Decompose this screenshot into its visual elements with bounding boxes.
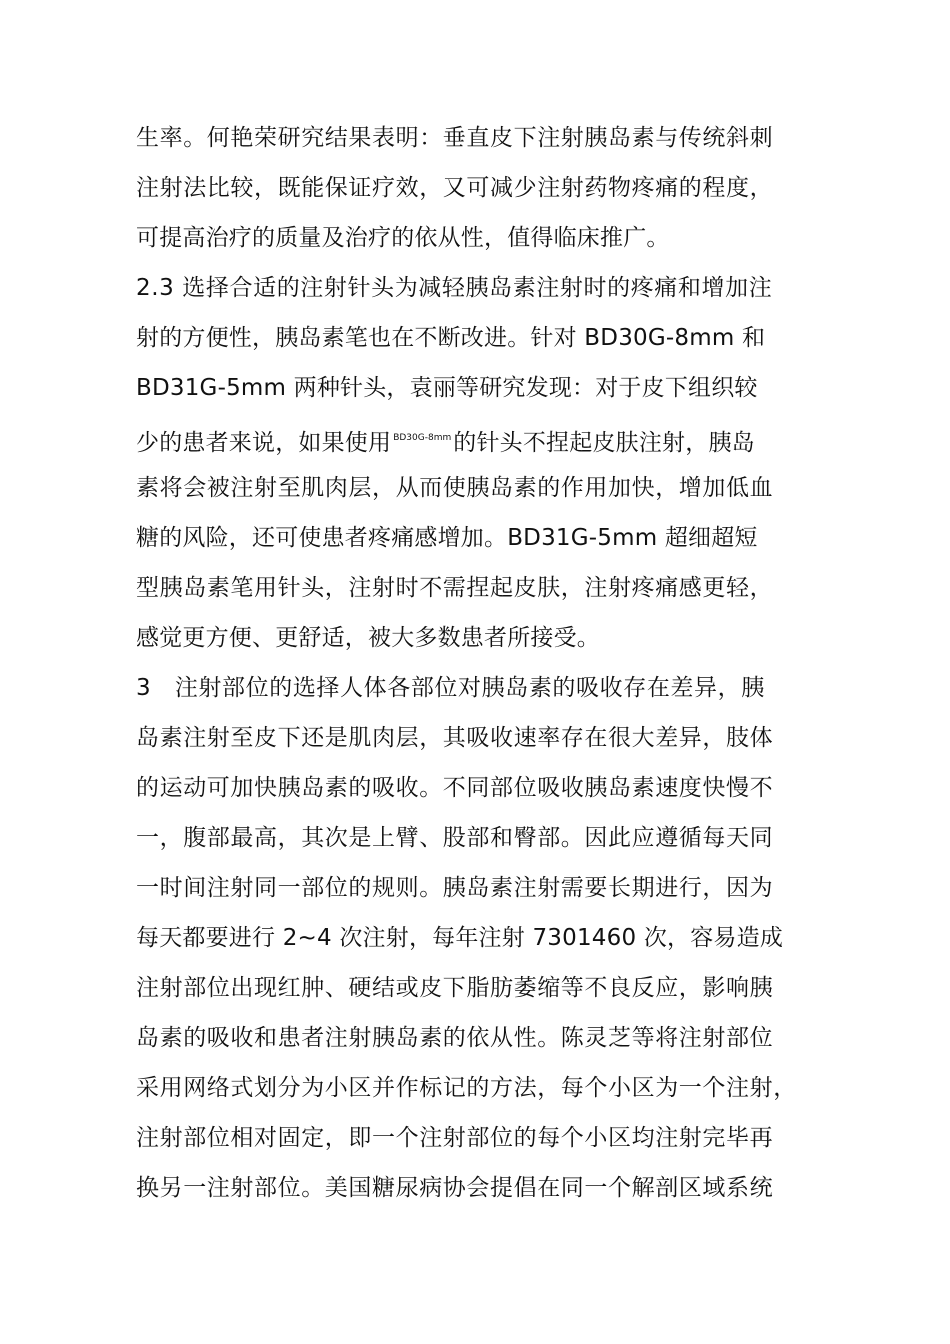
text-line-5: 射的方便性，胰岛素笔也在不断改进。针对 BD30G-8mm 和: [136, 325, 766, 351]
text-line-14: 的运动可加快胰岛素的吸收。不同部位吸收胰岛素速度快慢不: [136, 775, 774, 801]
text-line-3: 可提高治疗的质量及治疗的依从性，值得临床推广。: [136, 225, 670, 251]
text-line-10: 型胰岛素笔用针头，注射时不需捏起皮肤，注射疼痛感更轻，: [136, 575, 774, 601]
text-line-15: 一，腹部最高，其次是上臂、股部和臀部。因此应遵循每天同: [136, 825, 774, 851]
text-line-19: 岛素的吸收和患者注射胰岛素的依从性。陈灵芝等将注射部位: [136, 1025, 774, 1051]
small-annotation: BD30G-8mm: [393, 433, 452, 443]
text-line-9: 糖的风险，还可使患者疼痛感增加。BD31G-5mm 超细超短: [136, 525, 758, 551]
text-line-4: 2.3 选择合适的注射针头为减轻胰岛素注射时的疼痛和增加注: [136, 275, 773, 301]
text-line-7-before: 少的患者来说，如果使用: [136, 430, 392, 456]
text-line-1: 生率。何艳荣研究结果表明：垂直皮下注射胰岛素与传统斜刺: [136, 125, 774, 151]
text-line-7: [136, 423, 836, 458]
text-line-11: 感觉更方便、更舒适，被大多数患者所接受。: [136, 625, 600, 651]
text-line-21: 注射部位相对固定，即一个注射部位的每个小区均注射完毕再: [136, 1125, 774, 1151]
text-line-22: 换另一注射部位。美国糖尿病协会提倡在同一个解剖区域系统: [136, 1175, 774, 1201]
text-line-12: 3 注射部位的选择人体各部位对胰岛素的吸收存在差异，胰: [136, 675, 765, 701]
text-line-2: 注射法比较，既能保证疗效，又可减少注射药物疼痛的程度，: [136, 175, 774, 201]
text-line-13: 岛素注射至皮下还是肌肉层，其吸收速率存在很大差异，肢体: [136, 725, 774, 751]
text-line-8: 素将会被注射至肌肉层，从而使胰岛素的作用加快，增加低血: [136, 475, 774, 501]
text-line-18: 注射部位出现红肿、硬结或皮下脂肪萎缩等不良反应，影响胰: [136, 975, 774, 1001]
text-line-6: BD31G-5mm 两种针头，袁丽等研究发现：对于皮下组织较: [136, 375, 758, 401]
text-line-17: 每天都要进行 2~4 次注射，每年注射 7301460 次，容易造成: [136, 925, 784, 951]
text-line-7-after: 的针头不捏起皮肤注射，胰岛: [453, 430, 755, 456]
text-line-16: 一时间注射同一部位的规则。胰岛素注射需要长期进行，因为: [136, 875, 774, 901]
text-line-20: 采用网络式划分为小区并作标记的方法，每个小区为一个注射，: [136, 1075, 797, 1101]
